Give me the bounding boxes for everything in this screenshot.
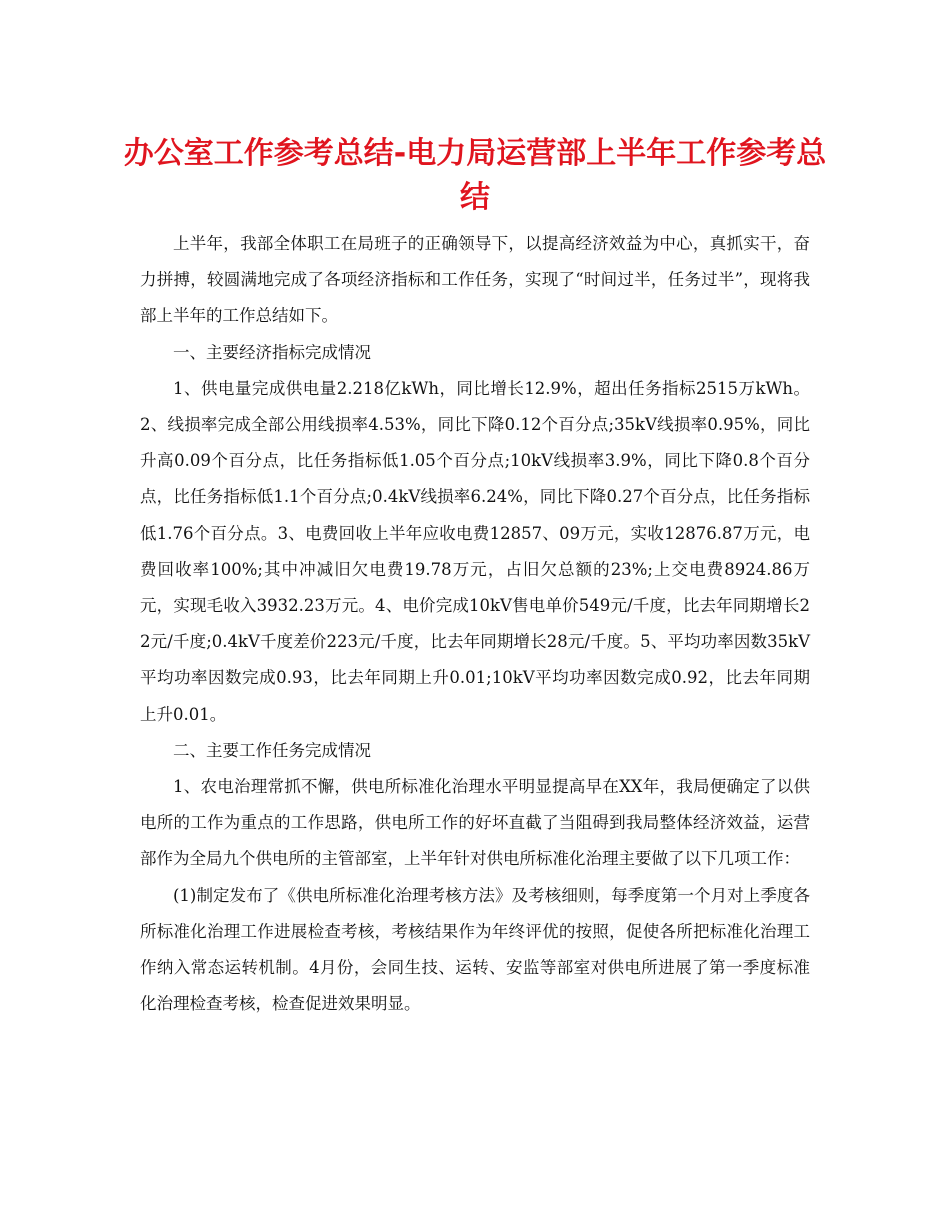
paragraph-intro: 上半年，我部全体职工在局班子的正确领导下，以提高经济效益为中心，真抓实干，奋力拼搏，较圆满地完成了各项经济指标和工作任务，实现了“时间过半，任务过半”，现将我部上半年的工作总结如下。 bbox=[140, 234, 810, 326]
paragraph-economic-indicators: 1、供电量完成供电量2.218亿kWh，同比增长12.9%，超出任务指标2515万kWh。2、线损率完成全部公用线损率4.53%，同比下降0.12个百分点;35kV线损率0.95%，同比升高0.09个百分点，比任务指标低1.05个百分点;10kV线损率3.9%，同比下降0.8个百分点，比任务指标低1.1个百分点;0.4kV线损率6.24%，同比下降0.27个百分点，比任务指标低1.76个百分点。3、电费回收上半年应收电费12857、09万元，实收12876.87万元，电费回收率100%;其中冲减旧欠电费19.78万元，占旧欠总额的23%;上交电费8924.86万元，实现毛收入3932.23万元。4、电价完成10kV售电单价549元/千度，比去年同期增长22元/千度;0.4kV千度差价223元/千度，比去年同期增长28元/千度。5、平均功率因数35kV平均功率因数完成0.93，比去年同期上升0.01;10kV平均功率因数完成0.92，比去年同期上升0.01。 bbox=[140, 378, 810, 724]
paragraph-assessment-method: (1)制定发布了《供电所标准化治理考核方法》及考核细则，每季度第一个月对上季度各所标准化治理工作进展检查考核，考核结果作为年终评优的按照，促使各所把标准化治理工作纳入常态运转机制。4月份，会同生技、运转、安监等部室对供电所进展了第一季度标准化治理检查考核，检查促进效果明显。 bbox=[140, 885, 810, 1014]
document-body bbox=[140, 226, 810, 1022]
section-heading-economic-indicators: 一、主要经济指标完成情况 bbox=[173, 342, 371, 362]
section-heading-work-tasks: 二、主要工作任务完成情况 bbox=[173, 740, 371, 760]
document-title: 办公室工作参考总结-电力局运营部上半年工作参考总结 bbox=[123, 136, 827, 215]
paragraph-rural-power-management: 1、农电治理常抓不懈，供电所标准化治理水平明显提高早在XX年，我局便确定了以供电所的工作为重点的工作思路，供电所工作的好坏直截了当阻碍到我局整体经济效益，运营部作为全局九个供电所的主管部室，上半年针对供电所标准化治理主要做了以下几项工作： bbox=[140, 777, 810, 869]
